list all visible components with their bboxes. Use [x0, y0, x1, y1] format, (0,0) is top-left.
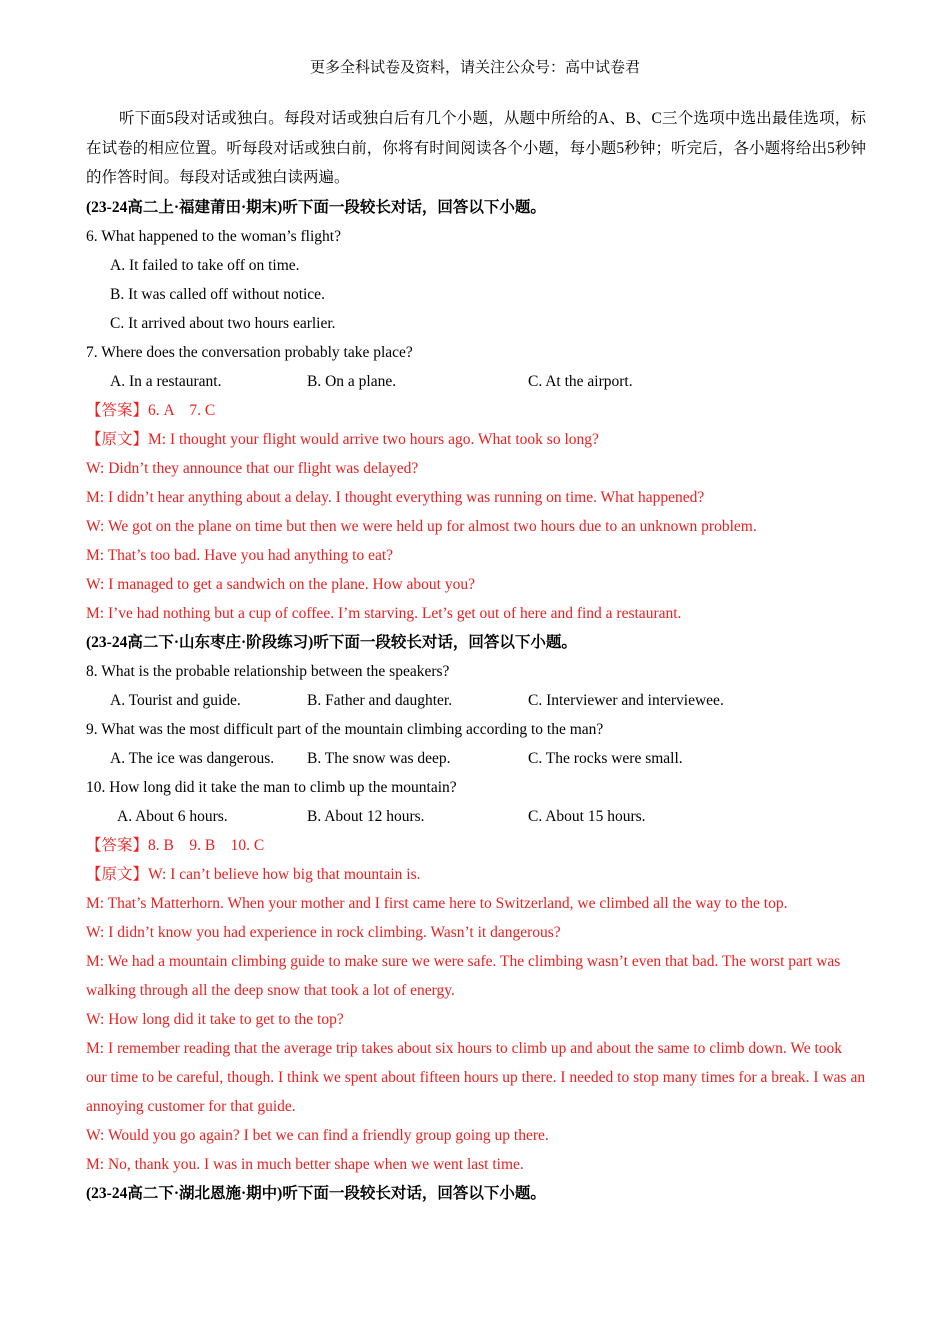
section-heading-2: (23-24高二下·山东枣庄·阶段练习)听下面一段较长对话，回答以下小题。: [86, 633, 577, 651]
question-10-option-c: C. About 15 hours.: [528, 807, 646, 825]
section-heading-1: (23-24高二上·福建莆田·期末)听下面一段较长对话，回答以下小题。: [86, 198, 546, 216]
question-10-stem: 10. How long did it take the man to climb up the mountain?: [86, 778, 457, 796]
transcript-line: 【原文】W: I can’t believe how big that mountain is.: [86, 865, 421, 883]
transcript-line: M: I’ve had nothing but a cup of coffee. I’m starving. Let’s get out of here and find a restaurant.: [86, 604, 682, 622]
transcript-line: W: Would you go again? I bet we can find a friendly group going up there.: [86, 1126, 549, 1144]
transcript-line: W: Didn’t they announce that our flight was delayed?: [86, 459, 419, 477]
question-7-stem: 7. Where does the conversation probably take place?: [86, 343, 413, 361]
instructions: 听下面5段对话或独白。每段对话或独白后有几个小题，从题中所给的A、B、C三个选项中选出最佳选项，标在试卷的相应位置。听每段对话或独白前，你将有时间阅读各个小题，每小题5秒钟；听完后，各小题将给出5秒钟的作答时间。每段对话或独白读两遍。: [86, 110, 866, 186]
question-6-option-b: B. It was called off without notice.: [110, 285, 325, 303]
question-7-option-a: A. In a restaurant.: [110, 372, 222, 390]
question-6-option-c: C. It arrived about two hours earlier.: [110, 314, 336, 332]
transcript-line: M: We had a mountain climbing guide to make sure we were safe. The climbing wasn’t even that bad. The worst part was walking through all the deep snow that took a lot of energy.: [86, 952, 841, 999]
question-6-option-a: A. It failed to take off on time.: [110, 256, 300, 274]
page-header: 更多全科试卷及资料，请关注公众号：高中试卷君: [309, 60, 640, 76]
transcript-line: W: I managed to get a sandwich on the plane. How about you?: [86, 575, 475, 593]
transcript-line: 【原文】M: I thought your flight would arrive two hours ago. What took so long?: [86, 430, 599, 448]
question-8-option-b: B. Father and daughter.: [307, 691, 453, 709]
transcript-line: M: That’s too bad. Have you had anything to eat?: [86, 546, 394, 564]
question-8-option-a: A. Tourist and guide.: [110, 691, 241, 709]
question-9-option-c: C. The rocks were small.: [528, 749, 683, 767]
answer-2: 【答案】8. B 9. B 10. C: [86, 836, 265, 854]
transcript-line: M: That’s Matterhorn. When your mother and I first came here to Switzerland, we climbed all the way to the top.: [86, 894, 788, 912]
transcript-line: W: How long did it take to get to the top?: [86, 1010, 344, 1028]
transcript-line: M: I remember reading that the average trip takes about six hours to climb up and about the same to climb down. We took our time to be careful, though. I think we spent about fifteen hours up there. I needed to stop many times for a break. I was an annoying customer for that guide.: [86, 1039, 866, 1115]
answer-1: 【答案】6. A 7. C: [86, 401, 216, 419]
page-content: [86, 104, 866, 1208]
question-9-option-b: B. The snow was deep.: [307, 749, 451, 767]
section-heading-3: (23-24高二下·湖北恩施·期中)听下面一段较长对话，回答以下小题。: [86, 1184, 546, 1202]
question-8-option-c: C. Interviewer and interviewee.: [528, 691, 724, 709]
question-9-option-a: A. The ice was dangerous.: [110, 749, 275, 767]
question-9-stem: 9. What was the most difficult part of the mountain climbing according to the man?: [86, 720, 604, 738]
transcript-line: W: I didn’t know you had experience in rock climbing. Wasn’t it dangerous?: [86, 923, 561, 941]
question-8-stem: 8. What is the probable relationship between the speakers?: [86, 662, 450, 680]
question-6-stem: 6. What happened to the woman’s flight?: [86, 227, 341, 245]
transcript-line: M: No, thank you. I was in much better shape when we went last time.: [86, 1155, 524, 1173]
question-7-option-b: B. On a plane.: [307, 372, 397, 390]
question-7-options: [86, 367, 866, 396]
question-10-option-a: A. About 6 hours.: [117, 807, 228, 825]
transcript-line: W: We got on the plane on time but then we were held up for almost two hours due to an unknown problem.: [86, 517, 757, 535]
question-9-options: [86, 744, 866, 773]
transcript-line: M: I didn’t hear anything about a delay. I thought everything was running on time. What happened?: [86, 488, 705, 506]
question-10-options: [86, 802, 866, 831]
question-7-option-c: C. At the airport.: [528, 372, 633, 390]
question-10-option-b: B. About 12 hours.: [307, 807, 425, 825]
question-8-options: [86, 686, 866, 715]
